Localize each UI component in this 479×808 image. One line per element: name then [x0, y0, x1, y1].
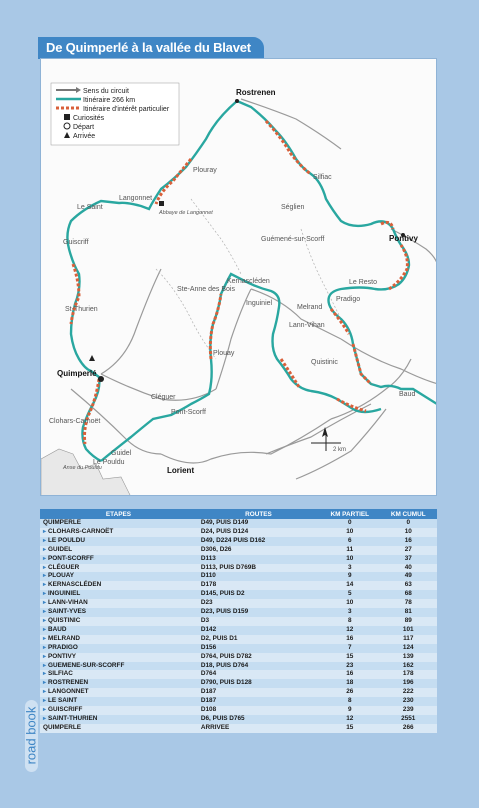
label-silfiac: Silfiac: [313, 174, 332, 181]
route-cell: D187: [197, 688, 320, 697]
route-cell: D306, D26: [197, 546, 320, 555]
km-partiel-cell: 12: [320, 715, 379, 724]
etape-name: LE SAINT: [48, 697, 78, 705]
arrow-icon: ▸: [43, 582, 47, 589]
km-cumul-cell: 27: [380, 546, 438, 555]
etape-cell: [40, 626, 197, 635]
arrow-icon: ▸: [43, 689, 47, 696]
etape-cell: [40, 670, 197, 679]
etape-cell: [40, 564, 197, 573]
table-row: [40, 537, 437, 546]
table-row: [40, 662, 437, 671]
label-le-saint: Le Saint: [77, 204, 103, 211]
road-book-table-container: [40, 509, 437, 733]
km-cumul-cell: 89: [380, 617, 438, 626]
etape-name: MELRAND: [48, 634, 80, 642]
km-partiel-cell: 8: [320, 697, 379, 706]
header-km-cumul: KM CUMUL: [380, 509, 438, 519]
etape-cell: [40, 688, 197, 697]
etape-name: LE POULDU: [48, 536, 85, 544]
label-baud: Baud: [399, 391, 416, 398]
km-cumul-cell: 16: [380, 537, 438, 546]
table-row: [40, 581, 437, 590]
label-pont-scorff: Pont-Scorff: [171, 409, 206, 416]
table-row: [40, 555, 437, 564]
label-cleguer: Cléguer: [151, 394, 176, 401]
km-cumul-cell: 10: [380, 528, 438, 537]
km-partiel-cell: 10: [320, 528, 379, 537]
arrow-icon: ▸: [43, 528, 47, 535]
route-cell: D49, PUIS D149: [197, 519, 320, 528]
table-row: [40, 653, 437, 662]
km-cumul-cell: 0: [380, 519, 438, 528]
table-row: [40, 644, 437, 653]
etape-cell: [40, 644, 197, 653]
km-cumul-cell: 117: [380, 635, 438, 644]
etape-cell: [40, 555, 197, 564]
route-cell: D764: [197, 670, 320, 679]
arrow-icon: ▸: [43, 617, 47, 624]
arrow-icon: ▸: [43, 715, 47, 722]
arrow-icon: ▸: [43, 680, 47, 687]
km-partiel-cell: 3: [320, 564, 379, 573]
table-row: [40, 715, 437, 724]
km-partiel-cell: 14: [320, 581, 379, 590]
label-quimperle: Quimperlé: [57, 369, 97, 378]
etape-cell: [40, 697, 197, 706]
km-partiel-cell: 10: [320, 599, 379, 608]
label-guemene: Guémené-sur-Scorff: [261, 236, 325, 243]
km-cumul-cell: 49: [380, 572, 438, 581]
arrow-icon: ▸: [43, 573, 47, 580]
legend-itinerary: Itinéraire 266 km: [83, 97, 136, 104]
arrow-icon: ▸: [43, 626, 47, 633]
km-cumul-cell: 68: [380, 590, 438, 599]
km-cumul-cell: 124: [380, 644, 438, 653]
etape-cell: [40, 617, 197, 626]
route-cell: D178: [197, 581, 320, 590]
label-pontivy: Pontivy: [389, 234, 418, 243]
label-lann-vihan: Lann-Vihan: [289, 322, 325, 329]
etape-name: GUIDEL: [48, 545, 73, 553]
label-langonnet: Langonnet: [119, 195, 153, 202]
label-melrand: Melrand: [297, 304, 323, 311]
arrow-icon: ▸: [43, 591, 47, 598]
label-le-resto: Le Resto: [349, 279, 378, 286]
table-row: [40, 590, 437, 599]
km-cumul-cell: 40: [380, 564, 438, 573]
arrow-icon: ▸: [43, 537, 47, 544]
legend-arrivee: Arrivée: [73, 133, 96, 140]
label-ste-anne: Ste-Anne des Bois: [177, 286, 235, 293]
table-row: [40, 670, 437, 679]
km-cumul-cell: 222: [380, 688, 438, 697]
km-cumul-cell: 178: [380, 670, 438, 679]
table-row: [40, 706, 437, 715]
route-cell: D6, PUIS D765: [197, 715, 320, 724]
legend-curiosites: Curiosités: [73, 115, 105, 122]
route-cell: D156: [197, 644, 320, 653]
km-partiel-cell: 10: [320, 555, 379, 564]
table-row: [40, 528, 437, 537]
table-row: [40, 599, 437, 608]
table-row: [40, 519, 437, 528]
arrow-icon: ▸: [43, 546, 47, 553]
km-partiel-cell: 16: [320, 635, 379, 644]
km-partiel-cell: 7: [320, 644, 379, 653]
etape-name: PONTIVY: [48, 652, 77, 660]
etape-name: LANN-VIHAN: [48, 599, 88, 607]
km-partiel-cell: 9: [320, 572, 379, 581]
km-partiel-cell: 6: [320, 537, 379, 546]
km-cumul-cell: 196: [380, 679, 438, 688]
etape-cell: [40, 519, 197, 528]
km-cumul-cell: 37: [380, 555, 438, 564]
km-cumul-cell: 101: [380, 626, 438, 635]
label-clohars: Clohars-Carnoët: [49, 418, 101, 425]
table-row: [40, 688, 437, 697]
etape-name: CLÉGUER: [48, 563, 80, 571]
table-row: [40, 679, 437, 688]
route-cell: D24, PUIS D124: [197, 528, 320, 537]
table-row: [40, 564, 437, 573]
etape-cell: [40, 635, 197, 644]
arrow-icon: ▸: [43, 564, 47, 571]
etape-name: LANGONNET: [48, 688, 89, 696]
legend-circuit: Sens du circuit: [83, 88, 129, 95]
etape-cell: [40, 528, 197, 537]
arrow-icon: ▸: [43, 555, 47, 562]
etape-cell: [40, 546, 197, 555]
label-pradigo: Pradigo: [336, 296, 361, 303]
table-header-row: [40, 509, 437, 519]
legend-depart: Départ: [73, 124, 95, 131]
table-row: [40, 626, 437, 635]
route-cell: D113: [197, 555, 320, 564]
label-lorient: Lorient: [167, 466, 195, 475]
label-quistinic: Quistinic: [311, 359, 338, 366]
etape-cell: [40, 599, 197, 608]
km-partiel-cell: 11: [320, 546, 379, 555]
route-map: [40, 58, 437, 496]
etape-name: BAUD: [48, 625, 67, 633]
route-cell: D113, PUIS D769B: [197, 564, 320, 573]
etape-cell: [40, 572, 197, 581]
km-cumul-cell: 78: [380, 599, 438, 608]
arrow-icon: ▸: [43, 609, 47, 616]
route-cell: D110: [197, 572, 320, 581]
route-cell: D49, D224 PUIS D162: [197, 537, 320, 546]
label-le-pouldu: Le Pouldu: [93, 459, 125, 466]
route-cell: D764, PUIS D782: [197, 653, 320, 662]
km-partiel-cell: 23: [320, 662, 379, 671]
label-rostrenen: Rostrenen: [236, 88, 276, 97]
etape-name: PLOUAY: [48, 572, 75, 580]
route-cell: D145, PUIS D2: [197, 590, 320, 599]
arrow-icon: ▸: [43, 698, 47, 705]
etape-cell: [40, 581, 197, 590]
arrow-icon: ▸: [43, 635, 47, 642]
km-partiel-cell: 5: [320, 590, 379, 599]
label-abbaye: Abbaye de Langonnet: [159, 210, 213, 216]
table-body: [40, 519, 437, 733]
page-title: De Quimperlé à la vallée du Blavet: [38, 37, 264, 59]
route-cell: D187: [197, 697, 320, 706]
header-routes: ROUTES: [197, 509, 320, 519]
km-cumul-cell: 239: [380, 706, 438, 715]
km-partiel-cell: 8: [320, 617, 379, 626]
etape-name: QUIMPERLE: [43, 519, 81, 526]
route-cell: D2, PUIS D1: [197, 635, 320, 644]
table-row: [40, 546, 437, 555]
side-tab-label: road book: [23, 706, 39, 765]
km-cumul-cell: 81: [380, 608, 438, 617]
etape-cell: [40, 662, 197, 671]
km-cumul-cell: 2551: [380, 715, 438, 724]
km-partiel-cell: 15: [320, 653, 379, 662]
road-book-table: [40, 509, 437, 733]
etape-cell: [40, 537, 197, 546]
map-svg: [41, 59, 437, 496]
label-inguiniel: Inguiniel: [246, 300, 273, 307]
legend-interest: Itinéraire d'intérêt particulier: [83, 106, 170, 113]
arrow-icon: ▸: [43, 662, 47, 669]
header-km-partiel: KM PARTIEL: [320, 509, 379, 519]
table-row: [40, 635, 437, 644]
etape-cell: [40, 679, 197, 688]
arrow-icon: ▸: [43, 600, 47, 607]
label-plouay: Plouay: [213, 350, 235, 357]
etape-cell: [40, 608, 197, 617]
etape-cell: [40, 590, 197, 599]
etape-name: QUISTINIC: [48, 616, 81, 624]
km-partiel-cell: 3: [320, 608, 379, 617]
etape-cell: [40, 706, 197, 715]
km-cumul-cell: 162: [380, 662, 438, 671]
km-partiel-cell: 12: [320, 626, 379, 635]
label-anse: Anse du Pouldu: [63, 465, 102, 471]
etape-name: SAINT-THURIEN: [48, 714, 98, 722]
etape-name: INGUINIEL: [48, 590, 81, 598]
arrow-icon: ▸: [43, 671, 47, 678]
km-cumul-cell: 230: [380, 697, 438, 706]
etape-name: PRADIGO: [48, 643, 78, 651]
route-cell: D23, PUIS D159: [197, 608, 320, 617]
table-row: [40, 724, 437, 733]
label-st-thurien: St-Thurien: [65, 306, 98, 313]
etape-name: GUEMENE-SUR-SCORFF: [48, 661, 125, 669]
route-cell: D108: [197, 706, 320, 715]
km-partiel-cell: 16: [320, 670, 379, 679]
route-cell: D3: [197, 617, 320, 626]
route-cell: ARRIVEE: [197, 724, 320, 733]
etape-name: SILFIAC: [48, 670, 73, 678]
route-cell: D18, PUIS D764: [197, 662, 320, 671]
etape-name: QUIMPERLE: [43, 723, 81, 731]
km-partiel-cell: 26: [320, 688, 379, 697]
road-book-tab: [22, 700, 39, 772]
etape-cell: [40, 715, 197, 724]
km-partiel-cell: 0: [320, 519, 379, 528]
etape-name: KERNASCLÉDEN: [48, 581, 102, 589]
route-cell: D790, PUIS D128: [197, 679, 320, 688]
route-cell: D142: [197, 626, 320, 635]
route-cell: D23: [197, 599, 320, 608]
etape-name: CLOHARS-CARNOËT: [48, 527, 114, 535]
km-cumul-cell: 139: [380, 653, 438, 662]
map-legend: [51, 83, 179, 145]
table-row: [40, 608, 437, 617]
etape-name: PONT-SCORFF: [48, 554, 94, 562]
arrow-icon: ▸: [43, 653, 47, 660]
label-seglien: Séglien: [281, 204, 305, 211]
label-kernascleden: Kernascléden: [227, 278, 270, 285]
km-cumul-cell: 266: [380, 724, 438, 733]
scale-label: 2 km: [333, 447, 347, 453]
table-row: [40, 572, 437, 581]
arrow-icon: ▸: [43, 707, 47, 714]
etape-cell: [40, 653, 197, 662]
label-guidel: Guidel: [111, 450, 132, 457]
table-row: [40, 697, 437, 706]
km-partiel-cell: 15: [320, 724, 379, 733]
km-cumul-cell: 63: [380, 581, 438, 590]
header-etapes: ETAPES: [40, 509, 197, 519]
etape-name: ROSTRENEN: [48, 679, 89, 687]
etape-cell: [40, 724, 197, 733]
table-row: [40, 617, 437, 626]
arrow-icon: ▸: [43, 644, 47, 651]
km-partiel-cell: 9: [320, 706, 379, 715]
label-guiscriff: Guiscriff: [63, 239, 89, 246]
km-partiel-cell: 18: [320, 679, 379, 688]
label-plouray: Plouray: [193, 167, 217, 174]
etape-name: SAINT-YVES: [48, 608, 87, 616]
etape-name: GUISCRIFF: [48, 706, 83, 714]
